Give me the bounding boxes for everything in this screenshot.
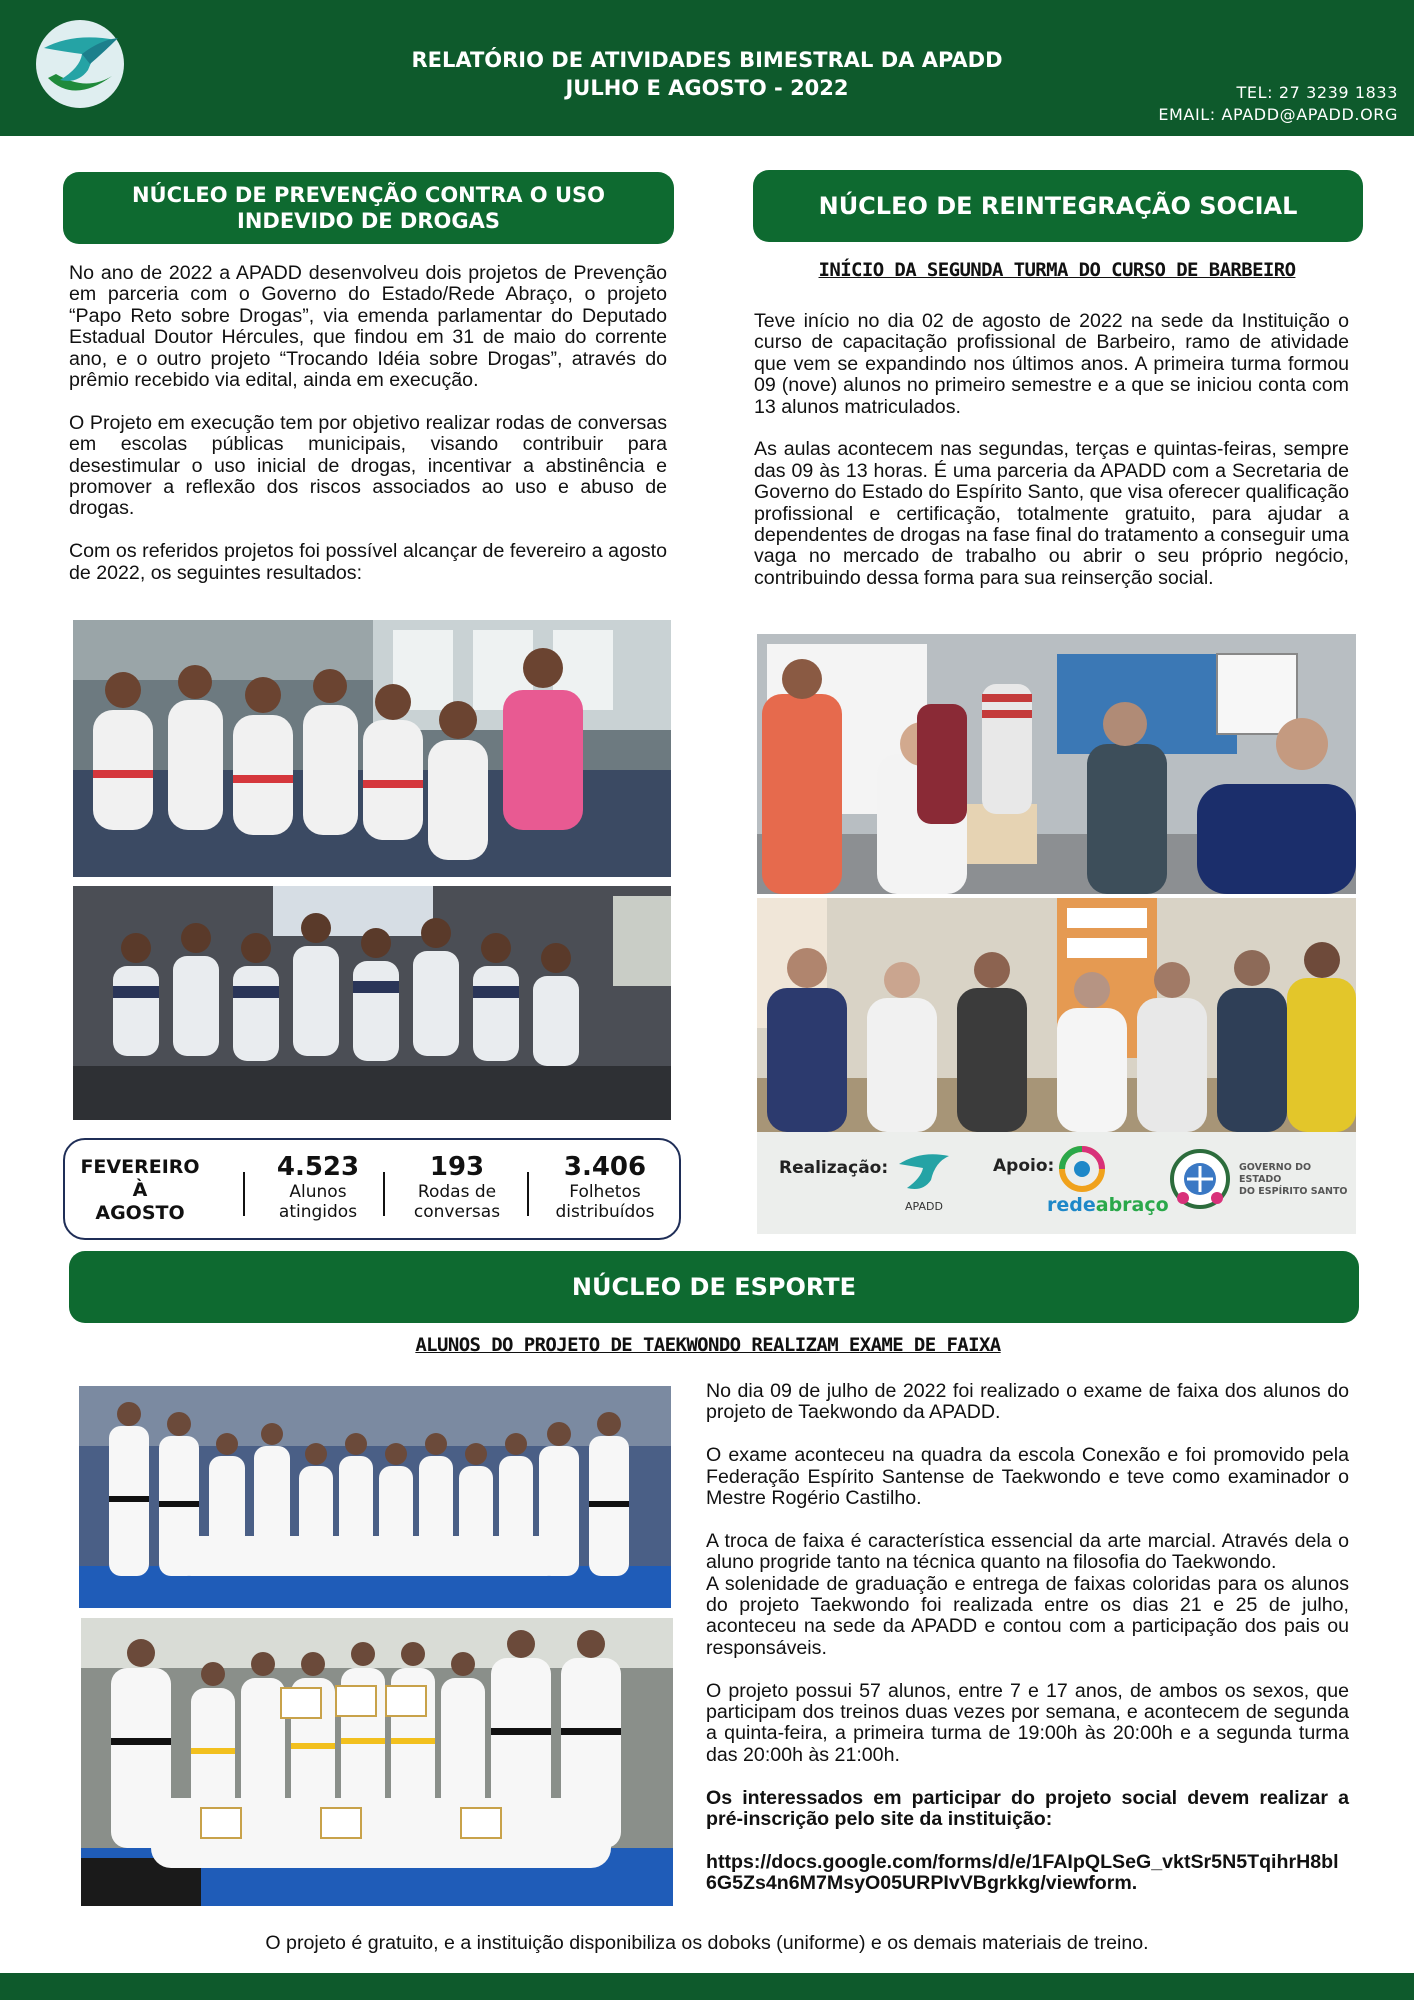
prevencao-heading-line1: NÚCLEO DE PREVENÇÃO CONTRA O USO [131, 183, 605, 207]
governo-es-line2: DO ESPÍRITO SANTO [1239, 1186, 1348, 1197]
realizacao-label: Realização: [779, 1158, 889, 1178]
esporte-footer-note: O projeto é gratuito, e a instituição disponibiliza os doboks (uniforme) e os demais materiais de treino. [265, 1932, 1149, 1954]
reintegracao-paragraph-1: Teve início no dia 02 de agosto de 2022 na sede da Instituição o curso de capacitação profissional de Barbeiro, ramo de atividade que vem se expandindo nos últimos anos. A primeira turma formou 09 (nove) alunos no primeiro semestre e a que se iniciou conta com 13 alunos matriculados. [754, 310, 1349, 418]
stat-alunos-label1: Alunos [289, 1182, 347, 1202]
email-text: EMAIL: APADD@APADD.ORG [1158, 105, 1398, 124]
taekwondo-group-photo [79, 1386, 671, 1608]
stat-alunos-label2: atingidos [278, 1202, 358, 1222]
stats-period-line1: FEVEREIRO [80, 1156, 200, 1178]
stat-alunos [253, 1140, 383, 1238]
stats-divider [527, 1172, 529, 1216]
prevencao-paragraph-2: O Projeto em execução tem por objetivo realizar rodas de conversas em escolas públicas municipais, visando contribuir para desestimular o uso inicial de drogas, incentivar a abstinência e promover a reflexão dos riscos associados ao uso e abuso de drogas. [69, 411, 667, 520]
sponsors-bar [757, 1132, 1356, 1234]
apoio-label: Apoio: [993, 1156, 1055, 1176]
governo-es-line1: GOVERNO DO ESTADO [1239, 1162, 1312, 1185]
stats-divider [243, 1172, 245, 1216]
classroom-students-photo [73, 620, 671, 877]
reintegracao-text [754, 311, 1349, 589]
stat-rodas [395, 1140, 519, 1238]
governo-es-label [1239, 1162, 1356, 1198]
rede-label: rede [1047, 1194, 1096, 1216]
reintegracao-paragraph-2: As aulas acontecem nas segundas, terças e quintas-feiras, sempre das 09 às 13 horas. É uma parceria da APADD com a Secretaria de Governo do Estado do Espírito Santo, que visa oferecer qualificação profissional e certificação, totalmente gratuito, para ajudar a dependentes de drogas na fase final do tratamento a conseguir uma vaga no mercado de trabalho ou abrir o seu próprio negócio, contribuindo dessa forma para sua reinserção social. [754, 438, 1349, 589]
stat-rodas-label2: conversas [413, 1202, 501, 1222]
barbeiro-subheading: INÍCIO DA SEGUNDA TURMA DO CURSO DE BARBEIRO [818, 259, 1296, 281]
apadd-bird-icon [897, 1146, 951, 1194]
stat-rodas-label1: Rodas de [417, 1182, 497, 1202]
stat-alunos-value: 4.523 [276, 1152, 360, 1182]
prevencao-paragraph-3: Com os referidos projetos foi possível alcançar de fevereiro a agosto de 2022, os seguintes resultados: [69, 540, 667, 584]
page-footer-bar [0, 1973, 1414, 2000]
esporte-paragraph-6: Os interessados em participar do projeto social devem realizar a pré-inscrição pelo site da instituição: [706, 1786, 1349, 1831]
barber-class-photo [757, 634, 1356, 894]
stat-rodas-value: 193 [429, 1152, 485, 1182]
rede-abraco-label [1047, 1194, 1169, 1216]
registration-link[interactable]: https://docs.google.com/forms/d/e/1FAIpQLSeG_vktSr5N5TqihrH8bl6G5Zs4n6M7MsyO05URPIvVBgrkkg/viewform. [706, 1850, 1339, 1895]
barber-group-photo [757, 898, 1356, 1132]
stat-folhetos [537, 1140, 673, 1238]
esporte-text [706, 1381, 1349, 1895]
abraco-label: abraço [1095, 1194, 1169, 1216]
school-group-photo [73, 886, 671, 1120]
page-header [0, 0, 1414, 136]
esporte-paragraph-4: A solenidade de graduação e entrega de faixas coloridas para os alunos do projeto Taekwondo foi realizada entre os dias 21 e 25 de julho, aconteceu na sede da APADD e contou com a participação dos pais ou responsáveis. [706, 1572, 1349, 1659]
taekwondo-graduation-photo [81, 1618, 673, 1906]
reintegracao-heading: NÚCLEO DE REINTEGRAÇÃO SOCIAL [753, 170, 1363, 242]
stats-period-line2: À [132, 1179, 148, 1201]
stat-folhetos-value: 3.406 [563, 1152, 647, 1182]
esporte-paragraph-1: No dia 09 de julho de 2022 foi realizado o exame de faixa dos alunos do projeto de Taekwondo da APADD. [706, 1380, 1349, 1424]
esporte-paragraph-3: A troca de faixa é característica essencial da arte marcial. Através dela o aluno progride tanto na técnica quanto na filosofia do Taekwondo. [706, 1529, 1349, 1574]
prevencao-paragraph-1: No ano de 2022 a APADD desenvolveu dois projetos de Prevenção em parceria com o Governo do Estado/Rede Abraço, o projeto “Papo Reto sobre Drogas”, via emenda parlamentar do Deputado Estadual Doutor Hércules, que findou em 31 de maio do corrente ano, e o outro projeto “Trocando Idéia sobre Drogas”, através do prêmio recebido via edital, ainda em execução. [69, 262, 667, 392]
rede-abraco-icon [1057, 1144, 1107, 1194]
stats-period [75, 1140, 205, 1238]
governo-es-crest-icon [1167, 1146, 1233, 1212]
results-stats-box [63, 1138, 681, 1240]
stat-folhetos-label1: Folhetos [569, 1182, 641, 1202]
taekwondo-subheading: ALUNOS DO PROJETO DE TAEKWONDO REALIZAM EXAME DE FAIXA [415, 1334, 1001, 1356]
phone-text: TEL: 27 3239 1833 [1236, 83, 1398, 102]
stat-folhetos-label2: distribuídos [555, 1202, 655, 1222]
prevencao-heading [63, 172, 674, 244]
prevencao-text [69, 263, 667, 584]
contact-info [1158, 82, 1398, 126]
prevencao-heading-line2: INDEVIDO DE DROGAS [237, 209, 500, 233]
report-title-line1: RELATÓRIO DE ATIVIDADES BIMESTRAL DA APADD [411, 48, 1003, 72]
esporte-heading: NÚCLEO DE ESPORTE [69, 1251, 1359, 1323]
esporte-paragraph-2: O exame aconteceu na quadra da escola Conexão e foi promovido pela Federação Espírito Santense de Taekwondo e teve como examinador o Mestre Rogério Castilho. [706, 1444, 1349, 1510]
report-title [300, 46, 1114, 102]
report-title-line2: JULHO E AGOSTO - 2022 [565, 76, 849, 100]
esporte-paragraph-5: O projeto possui 57 alunos, entre 7 e 17 anos, de ambos os sexos, que participam dos treinos duas vezes por semana, e acontecem de segunda a quinta-feira, a primeira turma de 19:00h às 20:00h e a segunda turma das 20:00h às 21:00h. [706, 1679, 1349, 1766]
stats-period-line3: AGOSTO [95, 1202, 185, 1224]
apadd-logo-icon [34, 18, 126, 110]
stats-divider [383, 1172, 385, 1216]
apadd-logo-label: APADD [905, 1200, 943, 1213]
